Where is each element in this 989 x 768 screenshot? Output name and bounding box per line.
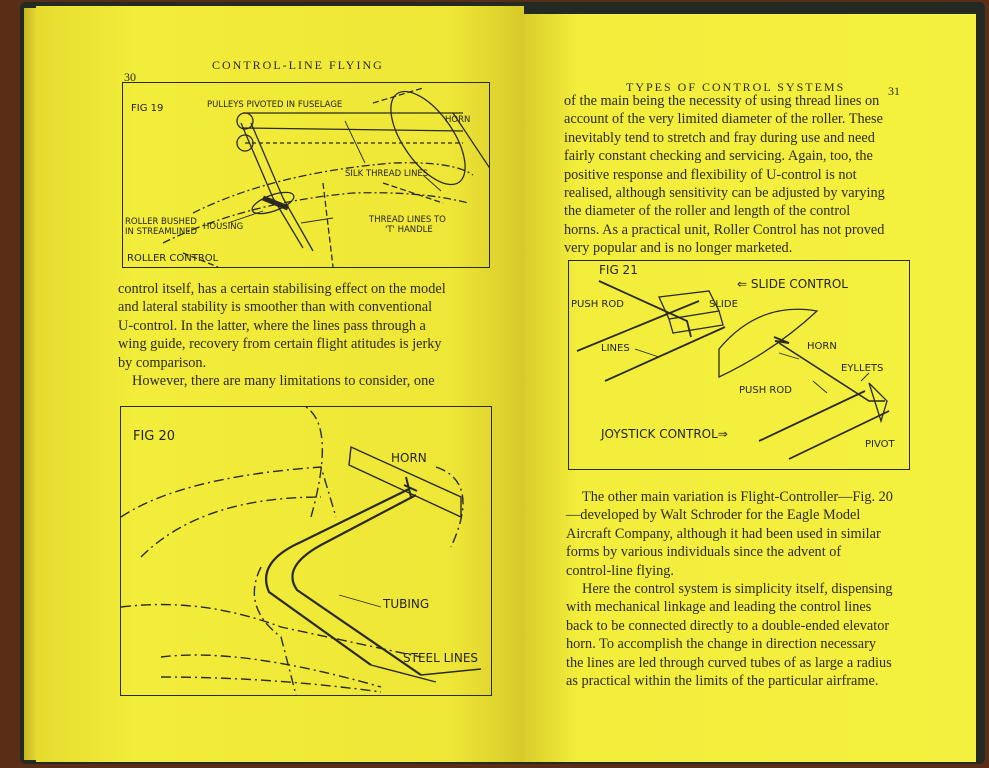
text-line: the diameter of the roller and length of the control [564, 203, 851, 220]
text-line: positive response and flexibility of U-control is not [564, 166, 857, 183]
fig19-title: ROLLER CONTROL [127, 253, 219, 264]
text-line: control itself, has a certain stabilising effect on the model [118, 281, 446, 297]
fig19-label-pulleys: PULLEYS PIVOTED IN FUSELAGE [207, 100, 343, 110]
fig19-label-thread-2: 'T' HANDLE [385, 225, 433, 235]
fig19-label-silk: SILK THREAD LINES [345, 169, 429, 179]
fig20-caption: FIG 20 [133, 429, 176, 444]
fig19-caption: FIG 19 [131, 103, 164, 114]
page-number-left: 30 [124, 70, 136, 84]
text-line: as practical within the limits of the particular airframe. [566, 673, 879, 690]
fig20-label-steel-lines: STEEL LINES [403, 651, 479, 665]
right-page [524, 14, 976, 762]
right-top-text [564, 92, 910, 258]
left-body-text [118, 280, 492, 390]
text-line: horn. To accomplish the change in direction necessary [566, 636, 876, 653]
fig19-drawing [123, 83, 489, 267]
text-line: Here the control system is simplicity itself, dispensing [582, 581, 893, 598]
text-line: realised, although sensitivity can be adjusted by varying [564, 185, 885, 202]
figure-19 [122, 82, 490, 268]
text-line: inevitably tend to stretch and fray during use and need [564, 129, 875, 146]
text-line: account of the very limited diameter of the roller. These [564, 111, 883, 128]
text-line: U-control. In the latter, where the lines pass through a [118, 317, 426, 334]
fig19-label-roller-2: IN STREAMLINED [125, 227, 198, 237]
fig21-label-horn: HORN [807, 341, 837, 352]
text-line: Aircraft Company, although it had been used in similar [566, 525, 881, 542]
text-line: and lateral stability is smoother than with conventional [118, 299, 433, 316]
text-line: very popular and is no longer marketed. [564, 240, 793, 257]
text-line: back to be connected directly to a double-ended elevator [566, 617, 890, 634]
text-line: horns. As a practical unit, Roller Control has not proved [564, 221, 885, 238]
fig20-label-tubing: TUBING [383, 597, 430, 611]
fig21-label-eyelets: EYLLETS [841, 363, 884, 374]
fig19-label-housing: HOUSING [203, 222, 244, 232]
fig20-label-horn: HORN [391, 451, 427, 465]
figure-21 [568, 260, 910, 470]
figure-20 [120, 406, 492, 696]
text-line: However, there are many limitations to consider, one [132, 373, 435, 390]
left-page [36, 6, 524, 762]
text-line: of the main being the necessity of using thread lines on [564, 93, 880, 109]
fig21-label-pivot: PIVOT [865, 439, 895, 450]
running-head-right: TYPES OF CONTROL SYSTEMS [626, 80, 846, 94]
fig19-label-horn: HORN [445, 115, 471, 125]
text-line: forms by various individuals since the advent of [566, 544, 842, 561]
fig21-label-lines: LINES [601, 343, 630, 354]
fig21-caption: FIG 21 [599, 263, 638, 277]
text-line: the lines are led through curved tubes of as large a radius [566, 654, 892, 671]
text-line: —developed by Walt Schroder for the Eagle Model [566, 507, 861, 524]
fig21-label-push-rod-2: PUSH ROD [739, 385, 792, 396]
fig21-label-slide-control: ⇐ SLIDE CONTROL [737, 277, 848, 291]
fig21-label-slide: SLIDE [709, 299, 738, 310]
fig21-label-joystick: JOYSTICK CONTROL⇒ [601, 427, 728, 441]
fig21-label-push-rod-1: PUSH ROD [571, 299, 624, 310]
text-line: control-line flying. [566, 562, 674, 579]
text-line: The other main variation is Flight-Controller—Fig. 20 [582, 489, 893, 505]
running-head-left: CONTROL-LINE FLYING [212, 58, 384, 72]
fig19-label-thread-1: THREAD LINES TO [369, 215, 446, 225]
page-number-right: 31 [888, 84, 900, 98]
fig19-label-roller-1: ROLLER BUSHED [125, 217, 197, 227]
text-line: fairly constant checking and servicing. Again, too, the [564, 148, 873, 165]
text-line: by comparison. [118, 354, 207, 371]
right-bottom-text [566, 488, 912, 690]
text-line: wing guide, recovery from certain flight atitudes is jerky [118, 336, 442, 353]
text-line: with mechanical linkage and leading the control lines [566, 599, 872, 616]
